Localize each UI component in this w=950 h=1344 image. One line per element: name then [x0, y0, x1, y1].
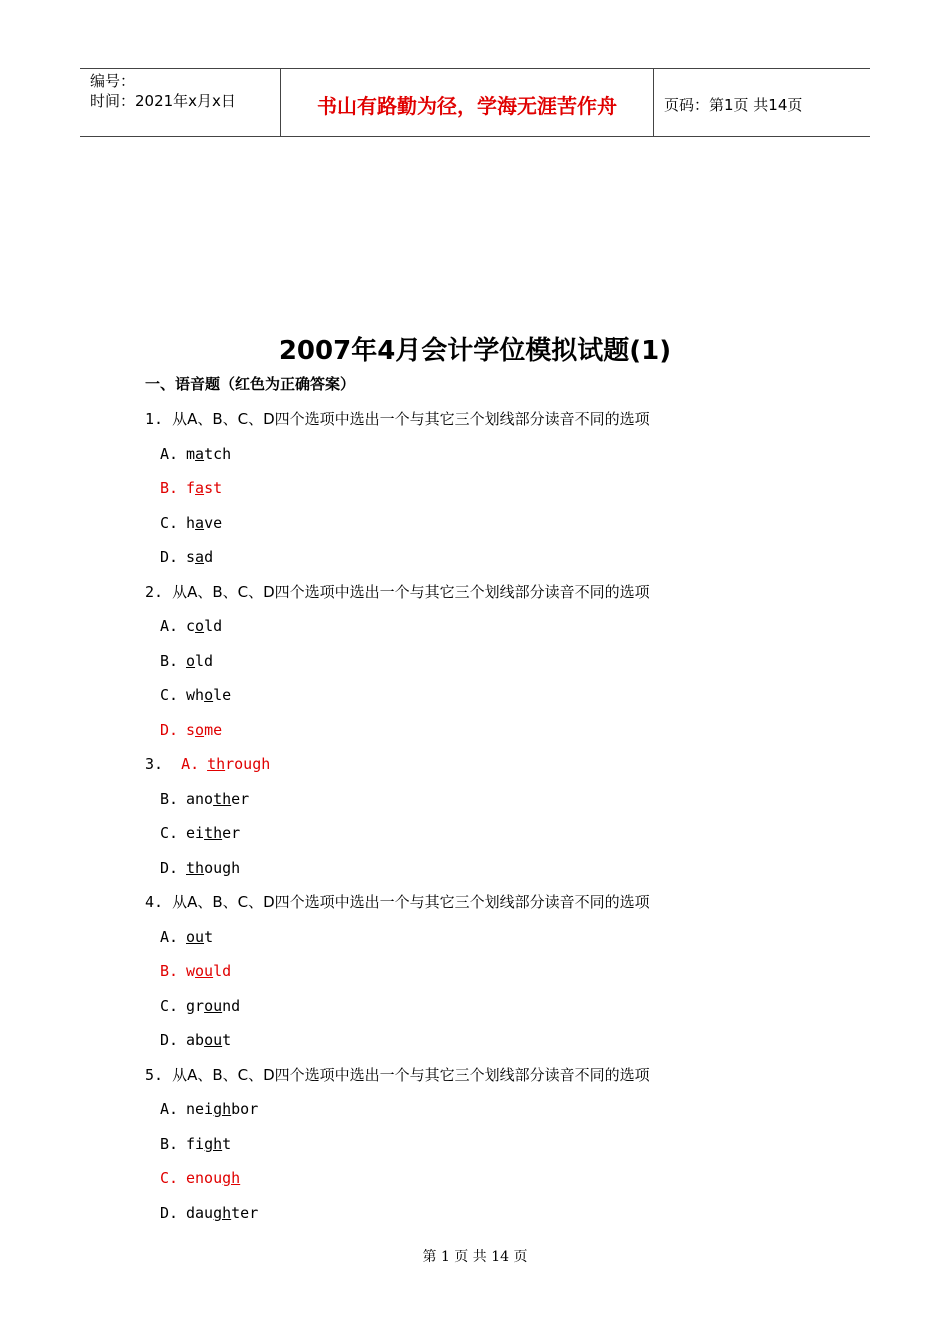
- question-number: 4.: [145, 893, 164, 911]
- word-prefix: nei: [186, 1100, 214, 1118]
- option-letter: C.: [160, 1169, 179, 1187]
- header-motto: 书山有路勤为径，学海无涯苦作舟: [281, 69, 654, 136]
- word-suffix: er: [231, 789, 250, 808]
- underlined-part: a: [195, 444, 205, 463]
- question-3: [145, 753, 270, 775]
- option-row: [160, 1202, 258, 1224]
- word-suffix: d: [204, 548, 214, 566]
- option-letter: C.: [160, 686, 179, 704]
- option-letter: C.: [160, 513, 179, 532]
- underlined-part: a: [195, 548, 205, 566]
- word-prefix: gr: [186, 996, 205, 1015]
- word-suffix: ld: [204, 617, 223, 635]
- word-prefix: ano: [186, 789, 214, 808]
- underlined-part: o: [195, 617, 205, 635]
- option-row: [160, 822, 240, 844]
- option-row: [160, 960, 231, 982]
- word-suffix: le: [213, 686, 232, 704]
- word-prefix: f: [186, 479, 196, 497]
- word-suffix: t: [222, 1031, 232, 1049]
- option-letter: A.: [160, 927, 179, 946]
- word-prefix: fi: [186, 1134, 205, 1153]
- option-word: [186, 686, 231, 704]
- word-suffix: t: [204, 927, 214, 946]
- option-letter: C.: [160, 996, 179, 1015]
- option-word: [186, 479, 222, 497]
- option-letter: D.: [160, 1203, 179, 1222]
- option-word: [186, 928, 213, 946]
- option-row: [160, 1133, 231, 1155]
- underlined-part: a: [195, 513, 205, 532]
- underlined-part: th: [204, 824, 223, 842]
- underlined-part: gh: [204, 1134, 223, 1153]
- option-letter: A.: [160, 617, 179, 635]
- question-5: [145, 1064, 650, 1086]
- underlined-part: th: [213, 789, 232, 808]
- word-suffix: ter: [231, 1203, 259, 1222]
- header-meta: [80, 69, 281, 136]
- underlined-part: a: [195, 479, 205, 497]
- word-suffix: nd: [222, 996, 241, 1015]
- question-number: 2.: [145, 582, 164, 601]
- option-row: [160, 1098, 258, 1120]
- option-row: [160, 650, 213, 672]
- option-letter: A.: [160, 1100, 179, 1118]
- option-letter: B.: [160, 651, 179, 670]
- option-letter: B.: [160, 789, 179, 808]
- option-row: [160, 615, 222, 637]
- word-suffix: tch: [204, 444, 232, 463]
- underlined-part: gh: [222, 1169, 241, 1187]
- option-word: [186, 514, 222, 532]
- number-label: 编号：: [90, 72, 136, 90]
- word-suffix: ld: [213, 962, 232, 980]
- word-prefix: s: [186, 548, 196, 566]
- underlined-part: ou: [186, 927, 205, 946]
- option-word: [186, 721, 222, 739]
- word-suffix: ve: [204, 513, 223, 532]
- underlined-part: gh: [213, 1100, 232, 1118]
- word-suffix: st: [204, 479, 223, 497]
- option-row: [160, 477, 222, 499]
- option-row: [160, 443, 231, 465]
- option-letter: D.: [160, 720, 179, 739]
- word-prefix: c: [186, 617, 196, 635]
- underlined-part: o: [195, 720, 205, 739]
- option-row: [160, 995, 240, 1017]
- option-row: [160, 512, 222, 534]
- word-prefix: h: [186, 513, 196, 532]
- page-footer: 第 1 页 共 14 页: [422, 1249, 528, 1265]
- option-row: [160, 546, 213, 568]
- option-letter: D.: [160, 548, 179, 566]
- document-title: 2007年4月会计学位模拟试题(1): [278, 336, 672, 366]
- option-word: [207, 755, 270, 773]
- option-word: [186, 997, 240, 1015]
- option-letter: D.: [160, 858, 179, 877]
- question-number: 5.: [145, 1065, 164, 1084]
- option-word: [186, 1100, 258, 1118]
- word-suffix: ough: [204, 858, 241, 877]
- time-label: 时间：2021年x月x日: [90, 92, 236, 110]
- option-row: [160, 1029, 231, 1051]
- question-4: [145, 891, 650, 913]
- section-heading: 一、语音题（红色为正确答案）: [145, 375, 356, 393]
- word-suffix: me: [204, 720, 223, 739]
- option-row: [160, 926, 213, 948]
- option-word: [186, 1169, 240, 1187]
- word-prefix: m: [186, 444, 196, 463]
- option-word: [186, 790, 249, 808]
- option-letter: C.: [160, 824, 179, 842]
- option-word: [186, 824, 240, 842]
- option-word: [186, 1031, 231, 1049]
- question-text: 从A、B、C、D四个选项中选出一个与其它三个划线部分读音不同的选项: [172, 1065, 650, 1084]
- option-letter: B.: [160, 1134, 179, 1153]
- option-word: [186, 445, 231, 463]
- underlined-part: gh: [213, 1203, 232, 1222]
- option-word: [186, 1204, 258, 1222]
- option-word: [186, 1135, 231, 1153]
- option-letter: D.: [160, 1031, 179, 1049]
- option-row: [160, 1167, 240, 1189]
- word-suffix: bor: [231, 1100, 259, 1118]
- question-1: [145, 408, 650, 430]
- question-number: 3.: [145, 755, 164, 773]
- word-suffix: ld: [195, 651, 214, 670]
- question-text: 从A、B、C、D四个选项中选出一个与其它三个划线部分读音不同的选项: [172, 893, 650, 911]
- word-prefix: enou: [186, 1169, 223, 1187]
- word-prefix: ei: [186, 824, 205, 842]
- option-row: [160, 788, 249, 810]
- word-prefix: w: [186, 962, 196, 980]
- underlined-part: ou: [204, 1031, 223, 1049]
- word-prefix: dau: [186, 1203, 214, 1222]
- word-suffix: t: [222, 1134, 232, 1153]
- option-letter: B.: [160, 479, 179, 497]
- option-word: [186, 962, 231, 980]
- word-suffix: er: [222, 824, 241, 842]
- question-2: [145, 581, 650, 603]
- option-row: [160, 719, 222, 741]
- option-word: [186, 859, 240, 877]
- underlined-part: ou: [195, 962, 214, 980]
- underlined-part: th: [186, 858, 205, 877]
- word-prefix: s: [186, 720, 196, 739]
- option-word: [186, 548, 213, 566]
- page-header: [80, 68, 870, 137]
- question-number: 1.: [145, 410, 164, 428]
- underlined-part: o: [186, 651, 196, 670]
- option-word: [186, 652, 213, 670]
- word-prefix: ab: [186, 1031, 205, 1049]
- header-page-info: 页码：第1页 共14页: [664, 96, 803, 114]
- option-inline: [181, 755, 270, 773]
- option-row: [160, 857, 240, 879]
- option-letter: A.: [160, 444, 179, 463]
- question-text: 从A、B、C、D四个选项中选出一个与其它三个划线部分读音不同的选项: [172, 582, 650, 601]
- option-letter: A.: [181, 755, 200, 773]
- underlined-part: ou: [204, 996, 223, 1015]
- underlined-part: o: [204, 686, 214, 704]
- option-letter: B.: [160, 962, 179, 980]
- word-suffix: rough: [225, 755, 271, 773]
- option-word: [186, 617, 222, 635]
- word-prefix: wh: [186, 686, 205, 704]
- underlined-part: th: [207, 755, 226, 773]
- option-row: [160, 684, 231, 706]
- question-text: 从A、B、C、D四个选项中选出一个与其它三个划线部分读音不同的选项: [172, 410, 650, 428]
